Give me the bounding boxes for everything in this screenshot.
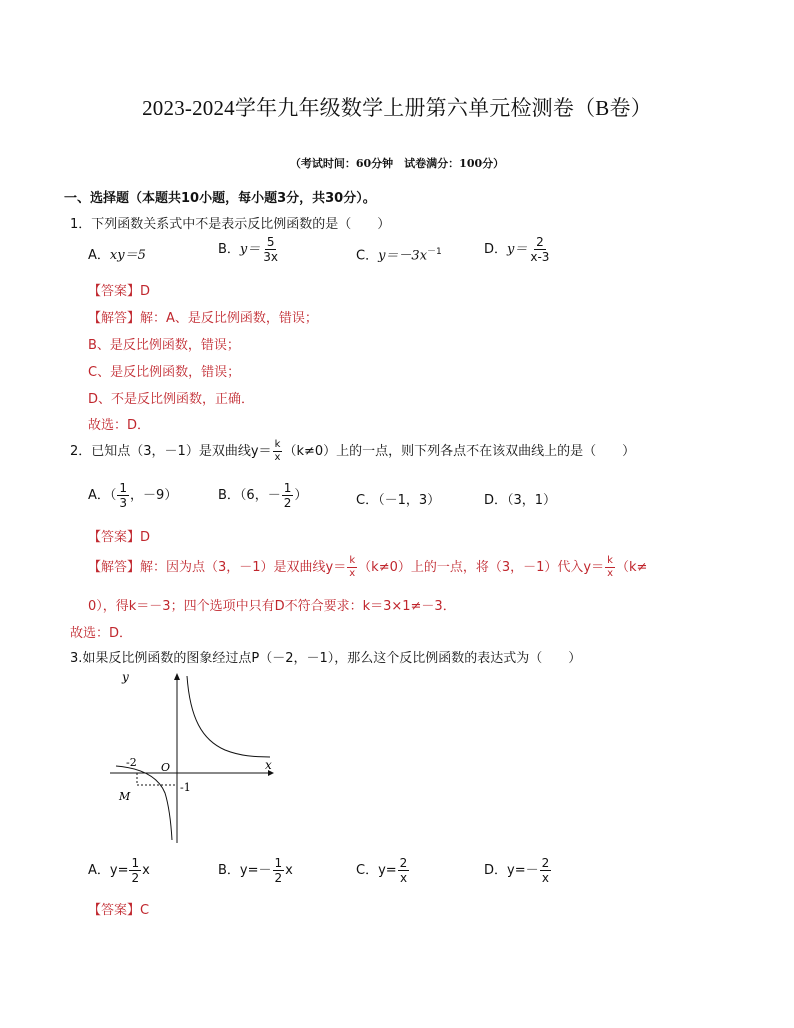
hyperbola-graph xyxy=(110,668,290,848)
y-axis-arrow xyxy=(174,673,180,680)
q2-option-d: D．（3，1） xyxy=(484,493,557,508)
q1-analysis-line: D、不是反比例函数，正确． xyxy=(88,392,255,407)
q2-answer: 【答案】D xyxy=(88,530,151,545)
q1-answer: 【答案】D xyxy=(88,284,151,299)
q1-analysis-line: B、是反比例函数，错误； xyxy=(88,338,240,353)
x-axis-label: x xyxy=(265,758,272,772)
q3-option-a: A．y= $\frac{1}{2}$ x xyxy=(88,856,150,885)
q3-option-b: B．y=－ $\frac{1}{2}$ x xyxy=(218,856,293,885)
q1-option-b: B．y＝ $\frac{5}{3x}$ xyxy=(218,235,279,264)
q1-option-a: A．xy＝5 xyxy=(88,248,146,263)
hyperbola-branch-2 xyxy=(116,766,172,840)
hyperbola-branch-1 xyxy=(187,676,270,757)
q1-analysis-line: C、是反比例函数，错误； xyxy=(88,365,241,380)
q3-option-d: D．y=－ $\frac{2}{x}$ xyxy=(484,856,550,885)
q1-stem: 1．下列函数关系式中不是表示反比例函数的是（ ） xyxy=(70,217,391,232)
q2-analysis-line: 【解答】解：因为点（3，－1）是双曲线y＝ $\frac{k}{x}$ （k≠0）上的一点，将（3，－1）代入y＝ $\frac{k}{x}$ （k≠ xyxy=(88,555,648,579)
point-label: M xyxy=(119,790,131,803)
q2-stem: 2．已知点（3，－1）是双曲线y＝ $\frac{k}{x}$ （k≠0）上的一点，则下列各点不在该双曲线上的是（ ） xyxy=(70,439,636,463)
q1-analysis-line: 【解答】解：A、是反比例函数，错误； xyxy=(88,311,318,326)
q1-option-d: D．y＝ $\frac{2}{x-3}$ xyxy=(484,235,550,264)
q1-option-c: C．$y=-3x^{-1}$ xyxy=(356,247,442,264)
x-mark-label: -2 xyxy=(126,756,137,769)
y-axis-label: y xyxy=(122,670,129,684)
q2-option-a: A．（ $\frac{1}{3}$ ，－9） xyxy=(88,481,178,510)
q3-answer: 【答案】C xyxy=(88,903,150,918)
q2-analysis-line: 0），得k＝－3；四个选项中只有D不符合要求：k＝3×1≠－3． xyxy=(88,599,456,614)
q3-option-c: C．y= $\frac{2}{x}$ xyxy=(356,856,408,885)
q2-conclusion: 故选：D． xyxy=(70,626,133,641)
exam-info: （考试时间：60分钟 试卷满分：100分） xyxy=(289,157,505,170)
q1-conclusion: 故选：D． xyxy=(88,418,151,433)
origin-label: O xyxy=(161,761,171,774)
page-title: 2023-2024学年九年级数学上册第六单元检测卷（B卷） xyxy=(142,96,652,120)
fraction: $\frac{5}{3x}$ xyxy=(263,235,279,264)
section-heading: 一、选择题（本题共10小题，每小题3分，共30分）。 xyxy=(64,191,376,206)
y-mark-label: -1 xyxy=(180,781,191,794)
q2-option-c: C．（－1，3） xyxy=(356,493,441,508)
q2-option-b: B．（6，－ $\frac{1}{2}$ ） xyxy=(218,481,308,510)
q3-stem: 3.如果反比例函数的图象经过点P（－2，－1），那么这个反比例函数的表达式为（ ） xyxy=(70,651,582,666)
fraction: $\frac{2}{x-3}$ xyxy=(530,235,550,264)
